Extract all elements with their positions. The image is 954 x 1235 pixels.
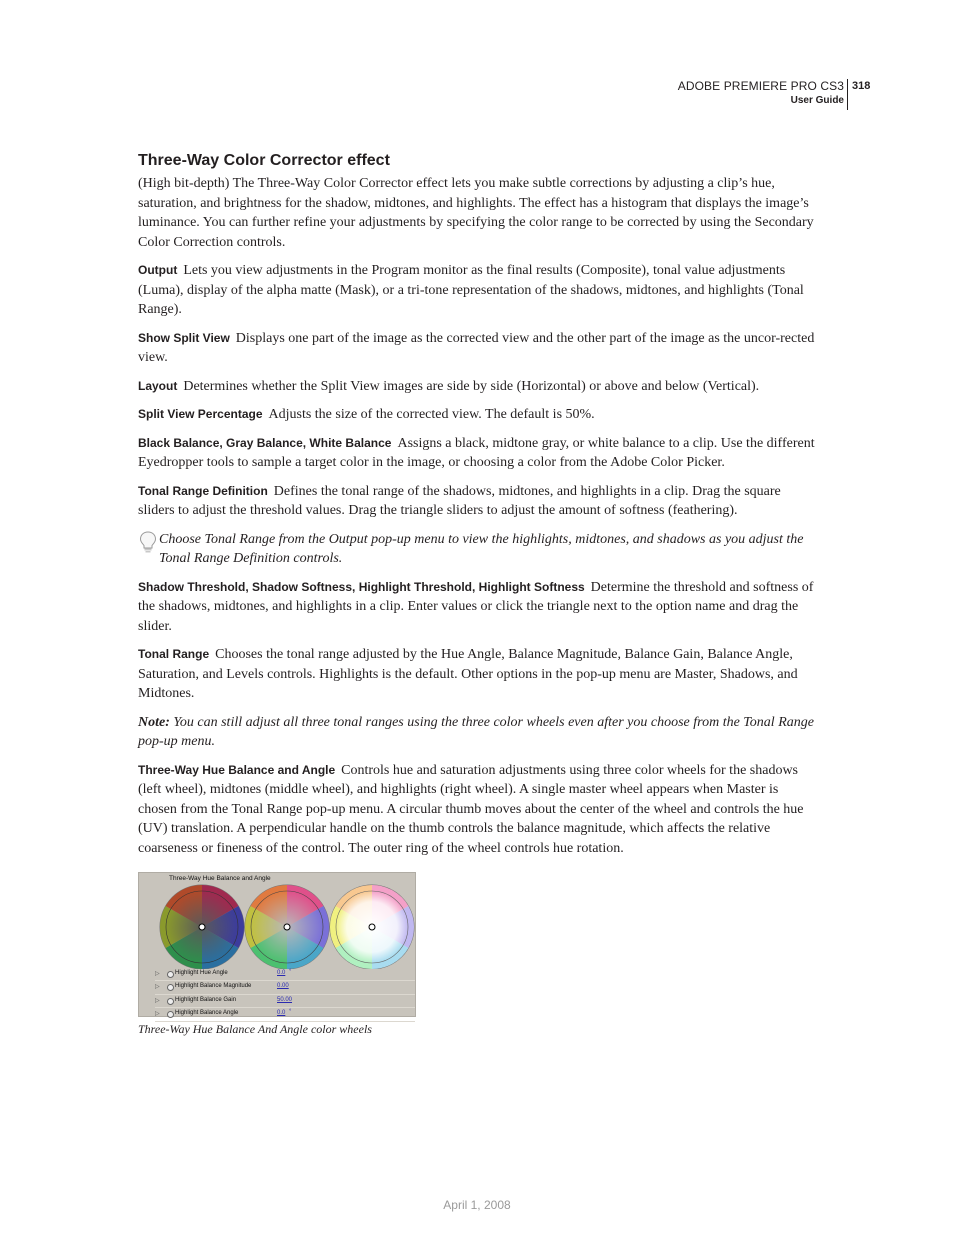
option-term: Tonal Range Definition <box>138 483 268 498</box>
option-split-view-percentage <box>138 405 816 425</box>
stopwatch-icon[interactable] <box>167 984 174 991</box>
option-term: Three-Way Hue Balance and Angle <box>138 762 336 777</box>
control-value[interactable]: 50.00 <box>277 996 293 1003</box>
option-text: Determines whether the Split View images are side by side (Horizontal) or above and below (Vertical). <box>183 378 760 394</box>
option-layout <box>138 377 816 397</box>
option-text: Displays one part of the image as the corrected view and the other part of the image as the uncor-rected view. <box>138 330 815 365</box>
control-row-balance-gain[interactable] <box>155 995 415 1008</box>
page-number: 318 <box>852 80 871 92</box>
control-label: Highlight Balance Gain <box>175 996 237 1003</box>
option-text: Determine the threshold and softness of the shadows, midtones, and highlights in a clip. Enter values or click the triangle next to the option name and drag the slider. <box>138 579 814 634</box>
color-wheels-figure <box>138 872 416 1017</box>
option-text: Lets you view adjustments in the Program monitor as the final results (Composite), tonal value adjustments (Luma), display of the alpha matte (Mask), or a tri-tone representation of the shadows, midtones, and highlights (Tonal Range). <box>138 263 804 317</box>
expand-triangle-icon[interactable]: ▷ <box>155 997 160 1004</box>
option-text: Adjusts the size of the corrected view. The default is 50%. <box>268 407 595 422</box>
control-label: Highlight Balance Angle <box>175 1010 239 1017</box>
control-label: Highlight Balance Magnitude <box>175 983 252 990</box>
shadows-wheel[interactable] <box>160 885 244 969</box>
tip-paragraph <box>138 530 816 569</box>
control-value[interactable]: 0.00 <box>277 983 289 990</box>
figure-title: Three-Way Hue Balance and Angle <box>169 875 271 882</box>
option-three-way-hue <box>138 761 816 859</box>
option-output <box>138 261 816 320</box>
product-name: ADOBE PREMIERE PRO CS3 <box>677 79 844 93</box>
note-text: You can still adjust all three tonal ranges using the three color wheels even after you choose from the Tonal Range pop-up menu. <box>138 714 814 749</box>
control-unit: ° <box>289 969 292 975</box>
running-header <box>678 78 844 108</box>
figure-controls <box>155 968 415 1022</box>
option-text: Defines the tonal range of the shadows, midtones, and highlights in a clip. Drag the square sliders to adjust the threshold values. Drag the triangle sliders to adjust the amount of softness (feathering). <box>138 483 781 518</box>
option-balance <box>138 434 816 473</box>
note-label: Note: <box>138 714 170 730</box>
stopwatch-icon[interactable] <box>167 998 174 1005</box>
option-tonal-range <box>138 645 816 704</box>
option-tonal-range-definition <box>138 482 816 521</box>
footer-date: April 1, 2008 <box>443 1198 511 1212</box>
expand-triangle-icon[interactable]: ▷ <box>155 1011 160 1018</box>
control-value[interactable]: 0.0 <box>277 970 286 976</box>
control-row-hue-angle[interactable] <box>155 968 415 981</box>
color-wheels <box>139 873 417 969</box>
option-term: Layout <box>138 378 178 393</box>
control-row-balance-angle[interactable] <box>155 1008 415 1021</box>
option-show-split-view <box>138 329 816 368</box>
option-term: Black Balance, Gray Balance, White Balance <box>138 435 392 450</box>
figure-caption: Three-Way Hue Balance And Angle color wheels <box>138 1022 372 1036</box>
option-term: Show Split View <box>138 330 230 345</box>
guide-name: User Guide <box>790 95 844 106</box>
control-row-balance-magnitude[interactable] <box>155 981 415 994</box>
header-divider <box>847 79 848 110</box>
option-term: Tonal Range <box>138 647 210 661</box>
option-term: Shadow Threshold, Shadow Softness, Highlight Threshold, Highlight Softness <box>138 579 585 594</box>
option-text: Assigns a black, midtone gray, or white balance to a clip. Use the different Eyedropper tools to sample a target color in the image, or choosing a color from the Adobe Color Picker. <box>138 435 815 470</box>
stopwatch-icon[interactable] <box>167 971 174 978</box>
highlights-wheel[interactable] <box>330 885 414 969</box>
expand-triangle-icon[interactable]: ▷ <box>155 984 160 991</box>
lightbulb-icon <box>138 530 158 554</box>
stopwatch-icon[interactable] <box>167 1011 174 1018</box>
page-content <box>138 151 816 1037</box>
intro-paragraph: (High bit-depth) The Three-Way Color Corrector effect lets you make subtle corrections by adjusting a clip’s hue, saturation, and brightness for the shadow, midtones, and highlights. The effect has a histogram that displays the image’s luminance. You can further refine your adjustments by specifying the color range to be corrected by using the Secondary Color Correction controls. <box>138 176 814 250</box>
option-text: Chooses the tonal range adjusted by the Hue Angle, Balance Magnitude, Balance Gain, Balance Angle, Saturation, and Levels controls. Highlights is the default. Other options in the pop-up menu are Master, Shadows, and Midtones. <box>138 647 798 701</box>
control-label: Highlight Hue Angle <box>175 970 228 976</box>
midtones-wheel[interactable] <box>245 885 329 969</box>
option-threshold-softness <box>138 578 816 637</box>
control-unit: ° <box>289 1009 292 1016</box>
option-text: Controls hue and saturation adjustments using three color wheels for the shadows (left wheel), midtones (middle wheel), and highlights (right wheel). A single master wheel appears when Master is chosen from the Tonal Range pop-up menu. A circular thumb moves about the center of the wheel and controls the hue (UV) translation. A perpendicular handle on the thumb controls the balance magnitude, which affects the relative coarseness or fineness of the control. The outer ring of the wheel controls hue rotation. <box>138 762 804 856</box>
option-term: Split View Percentage <box>138 407 263 421</box>
option-term: Output <box>138 263 178 277</box>
note-paragraph <box>138 713 816 752</box>
control-value[interactable]: 0.0 <box>277 1010 286 1017</box>
expand-triangle-icon[interactable]: ▷ <box>155 971 160 977</box>
tip-text: Choose Tonal Range from the Output pop-up menu to view the highlights, midtones, and shadows as you adjust the Tonal Range Definition controls. <box>159 531 804 566</box>
section-title: Three-Way Color Corrector effect <box>138 152 390 169</box>
